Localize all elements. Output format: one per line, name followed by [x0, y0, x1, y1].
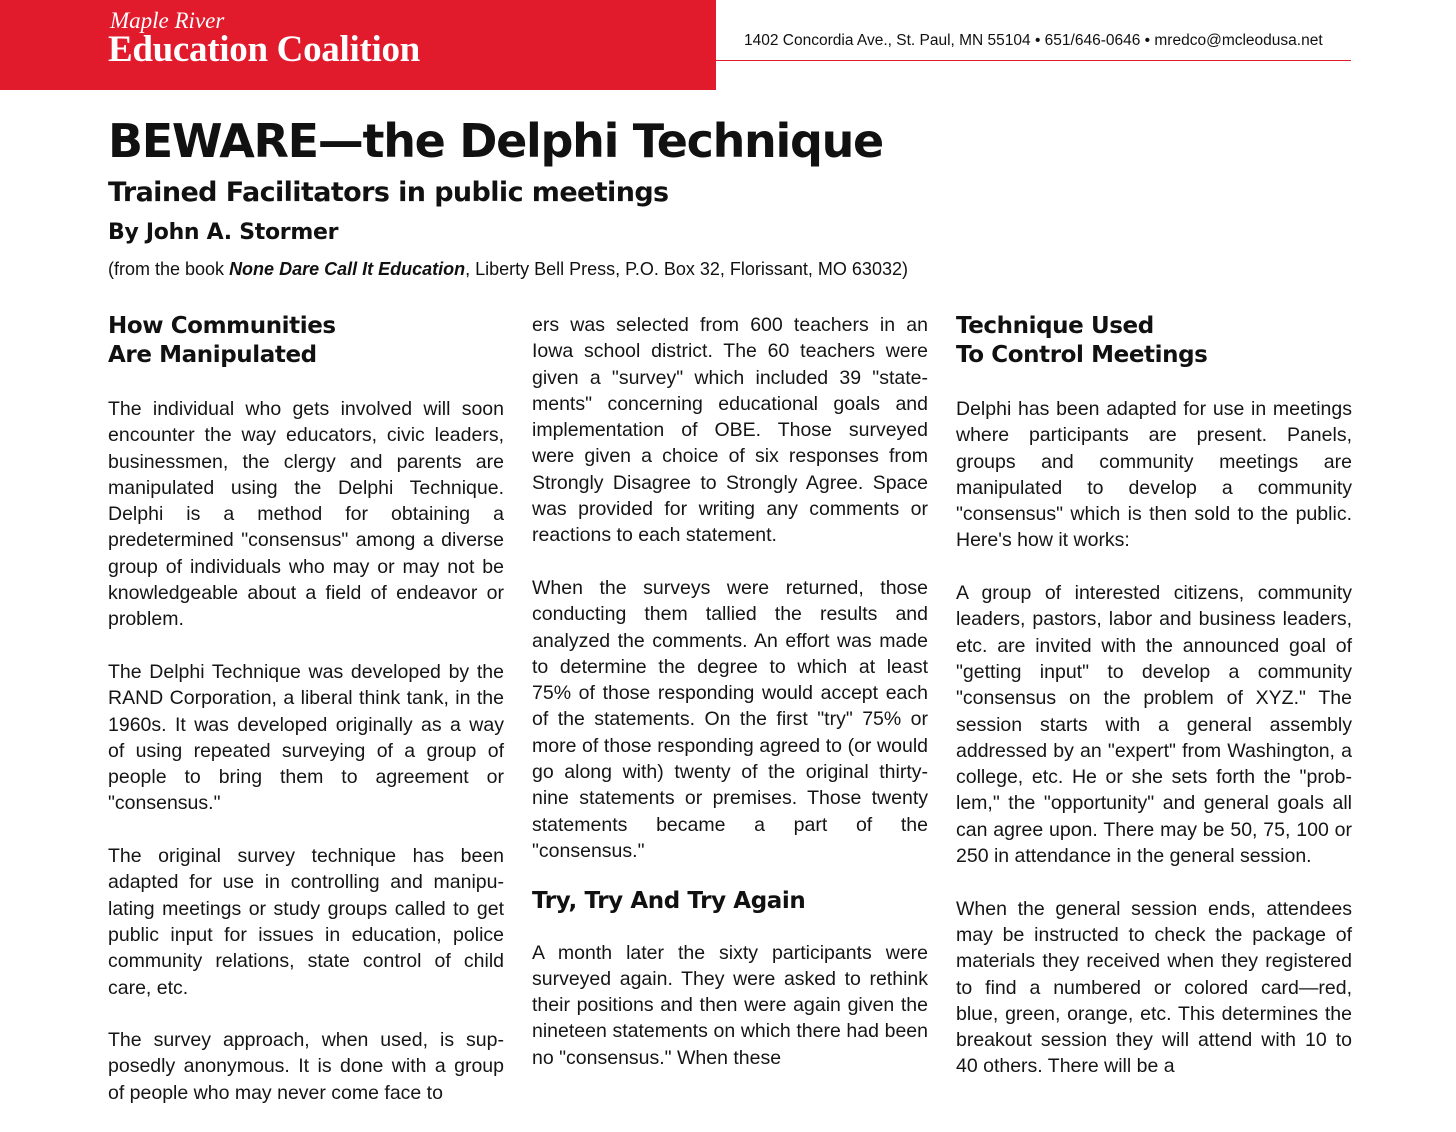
heading-line: To Control Meetings — [956, 342, 1208, 368]
paragraph: A group of interested citizens, community leaders, pastors, labor and business leaders, etc. are invited with the announced goal of "getting input" to develop a community "consensus on the problem of XYZ." The session starts with a general assembly addressed by an "expert" from Washington, a college, etc. He or she sets forth the "problem," the "opportunity" and general goals all can agree upon. There may be 50, 75, 100 or 250 in attendance in the general session. — [956, 582, 1352, 868]
heading-line: Are Manipulated — [108, 342, 317, 368]
paragraph: Delphi has been adapted for use in meetings where participants are present. Panels, groups and community meetings are manipulated to develop a community "consensus" which is then sold to the public. Here's how it works: — [956, 398, 1352, 552]
header-rule — [716, 60, 1351, 61]
source-book-title: None Dare Call It Education — [229, 259, 466, 279]
source-suffix: , Liberty Bell Press, P.O. Box 32, Florissant, MO 63032) — [465, 259, 908, 279]
paragraph: The individual who gets involved will soon encounter the way educators, civic leaders, businessmen, the clergy and parents are manipulated using the Delphi Technique. Delphi is a method for obtaining a predetermined "consensus" among a diverse group of individuals who may or may not be knowledgeable about a field of endeavor or problem. — [108, 398, 504, 631]
column-2 — [532, 312, 928, 1097]
article-subtitle: Trained Facilitators in public meetings — [108, 177, 669, 208]
heading-line: Technique Used — [956, 313, 1154, 339]
org-name-line2: Education Coalition — [108, 29, 420, 70]
section-heading-how-communities — [108, 312, 504, 370]
section-heading-try-again: Try, Try And Try Again — [532, 887, 806, 914]
paragraph: A month later the sixty participants were surveyed again. They were asked to rethink their positions and then were again given the nineteen statements on which there had been no "consensus." When these — [532, 941, 928, 1069]
paragraph: ers was selected from 600 teachers in an Iowa school district. The 60 teachers were given a "survey" which included 39 "statements" concerning educational goals and implementation of OBE. Those surveyed were given a choice of six responses from Strongly Disagree to Strongly Agree. Space was provided for writing any comments or reactions to each statement. — [532, 314, 928, 547]
source-prefix: (from the book — [108, 259, 230, 279]
article-title: BEWARE—the Delphi Technique — [108, 114, 883, 168]
heading-line: How Communities — [108, 313, 336, 339]
column-3 — [956, 312, 1352, 1106]
section-heading-technique-used — [956, 312, 1352, 370]
contact-info: 1402 Concordia Ave., St. Paul, MN 55104 • 651/646-0646 • mredco@mcleodusa.net — [744, 32, 1323, 49]
paragraph: When the general session ends, attendees may be instructed to check the package of materials they received when they registered to find a numbered or colored card—red, blue, green, orange, etc. This determines the breakout session they will attend with 10 to 40 others. There will be a — [956, 897, 1352, 1078]
org-name-line1: Maple River — [110, 8, 225, 33]
article-source — [108, 256, 908, 282]
paragraph: The original survey technique has been adapted for use in controlling and manipulating meetings or study groups called to get public input for issues in education, police community relations, state control of child care, etc. — [108, 845, 504, 999]
column-1 — [108, 312, 504, 1132]
paragraph: The survey approach, when used, is supposedly anonymous. It is done with a group of people who may never come face to — [108, 1029, 504, 1104]
article-byline: By John A. Stormer — [108, 220, 339, 245]
paragraph: The Delphi Technique was developed by the RAND Corporation, a liberal think tank, in the 1960s. It was developed originally as a way of using repeated surveying of a group of people to bring them to agreement or "consensus." — [108, 660, 504, 815]
paragraph: When the surveys were returned, those conducting them tallied the results and analyzed the comments. An effort was made to determine the degree to which at least 75% of those responding would accept each of the statements. On the first "try" 75% or more of those responding agreed to (or would go along with) twenty of the original thirty-nine statements or premises. Those twenty statements became a part of the "consensus." — [532, 576, 928, 862]
